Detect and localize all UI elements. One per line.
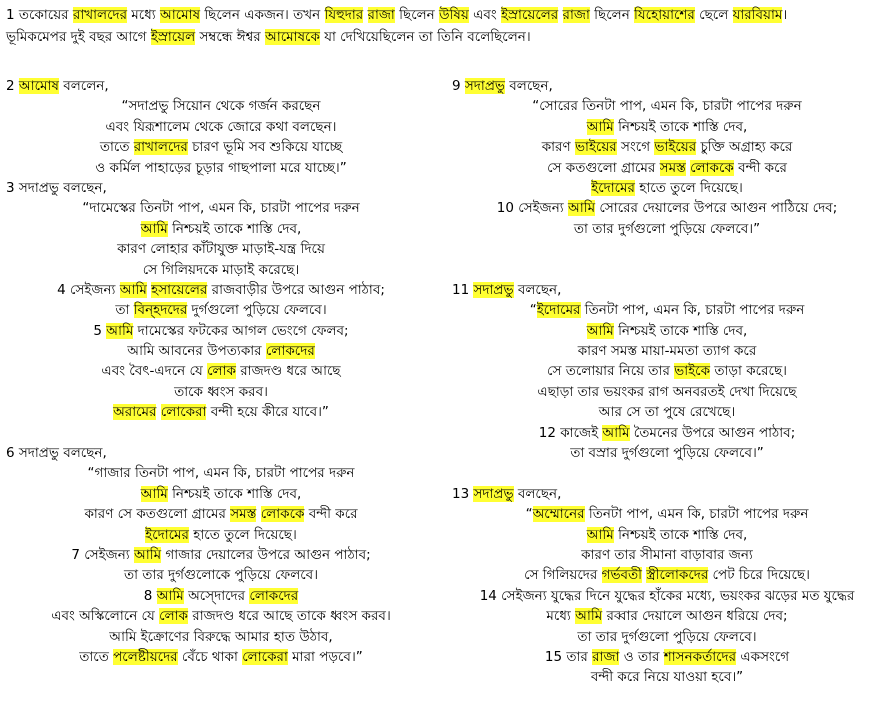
text-span: তাকে ধ্বংস করব।	[174, 383, 268, 400]
text-span: হাতে তুলে দিয়েছে।	[188, 526, 297, 543]
text-span: ও তার	[619, 648, 664, 665]
poem-line	[6, 198, 436, 218]
verse-heading	[452, 76, 882, 96]
text-span: ।	[782, 7, 788, 23]
text-span: সংগে	[616, 139, 655, 156]
highlighted-word: লোক	[207, 363, 236, 380]
poem-line	[452, 198, 882, 218]
text-span: কারণ	[541, 139, 575, 156]
poem-line	[452, 158, 882, 178]
highlighted-word: লোকেরা	[160, 404, 207, 421]
text-span: ভূমিকমেপর দুই বছর আগে	[6, 29, 151, 45]
text-span: তা তার দুর্গগুলোকে পুড়িয়ে ফেলবে।	[123, 567, 319, 584]
text-span	[363, 7, 367, 23]
poem-line	[6, 158, 436, 178]
poem-line	[452, 341, 882, 361]
text-span: কারণ লোহার কাঁটাযুক্ত মাড়াই-যন্ত্র দিয়ে	[117, 241, 325, 258]
text-span: বন্দী করে	[304, 506, 358, 523]
text-span: সে গিলিয়দের	[524, 567, 602, 584]
poem-line	[6, 525, 436, 545]
text-span: হাতে তুলে দিয়েছে।	[634, 179, 743, 196]
text-span: মধ্যে	[127, 7, 160, 23]
poem-line	[452, 382, 882, 402]
highlighted-word: আমি	[586, 322, 614, 339]
text-span: চারণ ভূমি সব শুকিয়ে যাচ্ছে	[187, 139, 343, 156]
highlighted-word: লোকেরা	[242, 648, 288, 665]
poem-line	[452, 647, 882, 667]
text-span: বন্দী হয়ে কীরে যাবে।”	[206, 404, 329, 421]
text-span: এছাড়া তার ভয়ংকর রাগ অনবরতই দেখা দিয়েছে	[537, 383, 797, 400]
text-span: আর সে তা পুষে রেখেছে।	[598, 404, 736, 421]
poem-line	[6, 361, 436, 381]
highlighted-word: সদাপ্রভু	[464, 78, 505, 94]
highlighted-word: আমি	[575, 608, 603, 625]
text-span: তাতে	[99, 139, 134, 156]
text-span: 12 কাজেই	[538, 424, 603, 441]
poem-line	[452, 504, 882, 524]
text-span: তিনটা পাপ, এমন কি, চারটা পাপের দরুন	[580, 302, 805, 319]
text-span: তা বস্রার দুর্গগুলো পুড়িয়ে ফেলবে।”	[570, 445, 764, 462]
text-span: কারণ তার সীমানা বাড়াবার জন্য	[581, 546, 753, 563]
poem-line	[452, 300, 882, 320]
highlighted-word: আমি	[106, 322, 134, 339]
poem-line	[6, 647, 436, 667]
text-span: আমি ইক্রোণের বিরুদ্ধে আমার হাত উঠাব,	[109, 628, 333, 645]
text-span: তৈমনের উপরে আগুন পাঠাব;	[629, 424, 796, 441]
highlighted-word: ভাইয়ের	[574, 139, 617, 156]
text-span: ও কর্মিল পাহাড়ের চূড়ার গাছপালা মরে যাচ্ছে।”	[95, 159, 347, 176]
text-span: আমি আবনের উপত্যকার	[127, 343, 266, 360]
text-span: বন্দী করে নিয়ে যাওয়া হবে।”	[590, 669, 744, 686]
text-span: বলছেন,	[513, 281, 562, 298]
poem-line	[452, 443, 882, 463]
highlighted-word: সদাপ্রভু	[473, 485, 514, 502]
highlighted-word: অম্মোনের	[532, 506, 585, 523]
text-span: সে কতগুলো গ্রামের	[547, 159, 660, 176]
blank-line	[6, 423, 436, 443]
intro-line	[6, 26, 886, 48]
text-span: “দামেস্কের তিনটা পাপ, এমন কি, চারটা পাপের দরুন	[82, 200, 360, 217]
text-span: দুর্গগুলো পুড়িয়ে ফেলবে।	[187, 302, 327, 319]
text-span: পেট চিরে দিয়েছে।	[708, 567, 810, 584]
highlighted-word: আমি	[602, 424, 630, 441]
text-span: নিশ্চয়ই তাকে শাস্তি দেব,	[613, 322, 748, 339]
text-span: মধ্যে	[546, 608, 576, 625]
poem-line	[452, 96, 882, 116]
highlighted-word: ভাইকে	[674, 363, 711, 380]
text-span: ছিলেন	[394, 7, 440, 23]
blank-line	[452, 463, 882, 483]
highlighted-word: আমি	[119, 281, 147, 298]
text-span: এবং যিরূশালেম থেকে জোরে কথা বলছেন।	[105, 118, 337, 135]
highlighted-word: লোককে	[690, 159, 734, 176]
text-span: সম্বন্ধে ঈশ্বর	[195, 29, 265, 45]
text-span: “	[525, 506, 533, 523]
text-span: 8	[143, 587, 157, 604]
text-span: তাতে	[79, 648, 114, 665]
text-span: 5	[93, 322, 107, 339]
text-span: দামেস্কের ফটকের আগল ভেংগে ফেলব;	[133, 322, 349, 339]
text-span: রব্বার দেয়ালে আগুন ধরিয়ে দেব;	[602, 608, 788, 625]
text-span: চুক্তি অগ্রাহ্য করে	[696, 139, 793, 156]
text-span: 15 তার	[544, 648, 593, 665]
poem-line	[6, 402, 436, 422]
text-span: 14 সেইজন্য যুদ্ধের দিনে যুদ্ধের হাঁকের মধ্যে, ভয়ংকর ঝড়ের মত যুদ্ধের	[479, 587, 855, 604]
text-span: সে তলোয়ার নিয়ে তার	[547, 363, 675, 380]
poem-line	[452, 178, 882, 198]
poem-line	[452, 117, 882, 137]
text-span: তা	[115, 302, 134, 319]
text-span: 10 সেইজন্য	[496, 200, 568, 217]
highlighted-word: যিহোয়াশের	[634, 7, 695, 23]
poem-line	[452, 137, 882, 157]
highlighted-word: সমস্ত	[659, 159, 686, 176]
verse-heading	[6, 178, 436, 198]
blank-line	[452, 239, 882, 259]
text-span: ছেলে	[694, 7, 733, 23]
text-span: 4 সেইজন্য	[57, 281, 120, 298]
text-span: বলছেন,	[513, 485, 562, 502]
highlighted-word: শাসনকর্তাদের	[663, 648, 737, 665]
highlighted-word: স্ত্রীলোকদের	[646, 567, 709, 584]
text-span: ছিলেন একজন। তখন	[200, 7, 325, 23]
poem-line	[452, 606, 882, 626]
text-span: সোরের দেয়ালের উপরে আগুন পাঠিয়ে দেব;	[595, 200, 838, 217]
text-span: বললেন,	[58, 78, 109, 94]
poem-line	[452, 321, 882, 341]
poem-line	[6, 484, 436, 504]
highlighted-word: আমি	[140, 485, 168, 502]
poem-line	[452, 219, 882, 239]
highlighted-word: হসায়েলের	[151, 281, 208, 298]
text-span: 13	[452, 485, 474, 502]
highlighted-word: আমি	[140, 220, 168, 237]
text-span: নিশ্চয়ই তাকে শাস্তি দেব,	[613, 526, 748, 543]
highlighted-word: রাজা	[562, 7, 590, 23]
highlighted-word: সদাপ্রভু	[473, 281, 514, 298]
highlighted-word: আমি	[156, 587, 184, 604]
text-span: রাজদণ্ড ধরে আছে	[235, 363, 341, 380]
highlighted-word: ইস্রায়েলের	[501, 7, 559, 23]
highlighted-word: লোকদের	[249, 587, 299, 604]
text-span: “সদাপ্রভু সিয়োন থেকে গর্জন করছেন	[121, 98, 321, 115]
text-span: কারণ সমস্ত মায়া-মমতা ত্যাগ করে	[577, 343, 757, 360]
text-span: 6 সদাপ্রভু বলছেন,	[6, 445, 107, 462]
intro-paragraph	[6, 4, 886, 48]
poem-line	[6, 280, 436, 300]
text-span: বেঁচে থাকা	[177, 648, 243, 665]
poem-line	[6, 545, 436, 565]
right-column	[452, 76, 882, 688]
highlighted-word: আমি	[586, 526, 614, 543]
verse-heading	[452, 484, 882, 504]
text-span: 9	[452, 78, 465, 94]
highlighted-word: বিন্হদদের	[133, 302, 188, 319]
poem-line	[452, 586, 882, 606]
poem-line	[6, 606, 436, 626]
poem-line	[6, 300, 436, 320]
verse-heading	[6, 443, 436, 463]
poem-line	[6, 627, 436, 647]
poem-line	[6, 260, 436, 280]
poem-line	[6, 341, 436, 361]
text-span: রাজবাড়ীর উপরে আগুন পাঠাব;	[207, 281, 385, 298]
poem-line	[452, 361, 882, 381]
highlighted-word: আমি	[567, 200, 596, 217]
text-span: এবং বৈৎ-এদনে যে	[101, 363, 208, 380]
highlighted-word: আমোষ	[160, 7, 201, 23]
poem-line	[6, 382, 436, 402]
poem-line	[6, 239, 436, 259]
highlighted-word: ইদোমের	[591, 179, 635, 196]
poem-line	[6, 321, 436, 341]
text-span: 11	[452, 281, 474, 298]
highlighted-word: রাজা	[367, 7, 395, 23]
highlighted-word: লোক	[159, 608, 189, 625]
text-span: অস্দোদের	[183, 587, 250, 604]
poem-line	[452, 565, 882, 585]
blank-line	[452, 260, 882, 280]
text-span: তিনটা পাপ, এমন কি, চারটা পাপের দরুন	[584, 506, 809, 523]
text-span: তা তার দুর্গগুলো পুড়িয়ে ফেলবে।	[577, 628, 757, 645]
highlighted-word: পলেষ্টীয়দের	[113, 648, 178, 665]
highlighted-word: অরামের	[113, 404, 157, 421]
poem-line	[452, 402, 882, 422]
text-span: মারা পড়বে।”	[287, 648, 363, 665]
verse-heading	[452, 280, 882, 300]
poem-line	[6, 586, 436, 606]
poem-line	[6, 137, 436, 157]
text-span: 2	[6, 78, 19, 94]
text-span: বলছেন,	[504, 78, 553, 94]
poem-line	[6, 117, 436, 137]
verse-heading	[6, 76, 436, 96]
highlighted-word: ইদোমের	[145, 526, 189, 543]
text-span: তাড়া করেছে।	[710, 363, 787, 380]
text-span: “	[529, 302, 537, 319]
highlighted-word: ইদোমের	[536, 302, 581, 319]
highlighted-word: আমোষ	[18, 78, 59, 94]
highlighted-word: রাখালদের	[133, 139, 188, 156]
text-span	[558, 7, 562, 23]
text-span: 7 সেইজন্য	[71, 546, 134, 563]
poem-line	[6, 219, 436, 239]
text-span: কারণ সে কতগুলো গ্রামের	[84, 506, 231, 523]
left-column	[6, 76, 436, 667]
text-span: গাজার দেয়ালের উপরে আগুন পাঠাব;	[161, 546, 371, 563]
text-span: “সোরের তিনটা পাপ, এমন কি, চারটা পাপের দরুন	[532, 98, 802, 115]
poem-line	[6, 504, 436, 524]
highlighted-word: লোককে	[260, 506, 305, 523]
highlighted-word: উষিয়	[439, 7, 469, 23]
text-span: নিশ্চয়ই তাকে শাস্তি দেব,	[167, 220, 302, 237]
text-span: 1 তকোয়ের	[6, 7, 73, 23]
text-span: একসংগে	[736, 648, 790, 665]
text-span: বন্দী করে	[733, 159, 787, 176]
text-span: নিশ্চয়ই তাকে শাস্তি দেব,	[613, 118, 748, 135]
intro-line	[6, 4, 886, 26]
highlighted-word: সমস্ত	[230, 506, 257, 523]
text-span: এবং অস্কিলোনে যে	[51, 608, 160, 625]
highlighted-word: ইস্রায়েল	[150, 29, 196, 45]
text-span: নিশ্চয়ই তাকে শাস্তি দেব,	[167, 485, 302, 502]
text-span: 3 সদাপ্রভু বলছেন,	[6, 179, 107, 196]
poem-line	[452, 627, 882, 647]
poem-line	[6, 96, 436, 116]
highlighted-word: ভাইয়ের	[654, 139, 697, 156]
highlighted-word: যিহুদার	[324, 7, 364, 23]
poem-line	[6, 463, 436, 483]
poem-line	[6, 565, 436, 585]
text-span: তা তার দুর্গগুলো পুড়িয়ে ফেলবে।”	[573, 220, 761, 237]
highlighted-word: রাখালদের	[72, 7, 128, 23]
highlighted-word: যারবিয়াম	[732, 7, 783, 23]
highlighted-word: লোকদের	[265, 343, 315, 360]
text-span: রাজদণ্ড ধরে আছে তাকে ধ্বংস করব।	[188, 608, 391, 625]
highlighted-word: আমোষকে	[265, 29, 320, 45]
poem-line	[452, 667, 882, 687]
highlighted-word: আমি	[586, 118, 614, 135]
highlighted-word: আমি	[133, 546, 162, 563]
text-span: এবং	[468, 7, 501, 23]
text-span: “গাজার তিনটা পাপ, এমন কি, চারটা পাপের দরুন	[87, 465, 355, 482]
text-span: সে গিলিয়দকে মাড়াই করেছে।	[142, 261, 300, 278]
text-span: ছিলেন	[589, 7, 635, 23]
poem-line	[452, 525, 882, 545]
text-span: যা দেখিয়েছিলেন তা তিনি বলেছিলেন।	[319, 29, 531, 45]
poem-line	[452, 423, 882, 443]
highlighted-word: রাজা	[592, 648, 620, 665]
highlighted-word: গর্ভবতী	[601, 567, 643, 584]
poem-line	[452, 545, 882, 565]
